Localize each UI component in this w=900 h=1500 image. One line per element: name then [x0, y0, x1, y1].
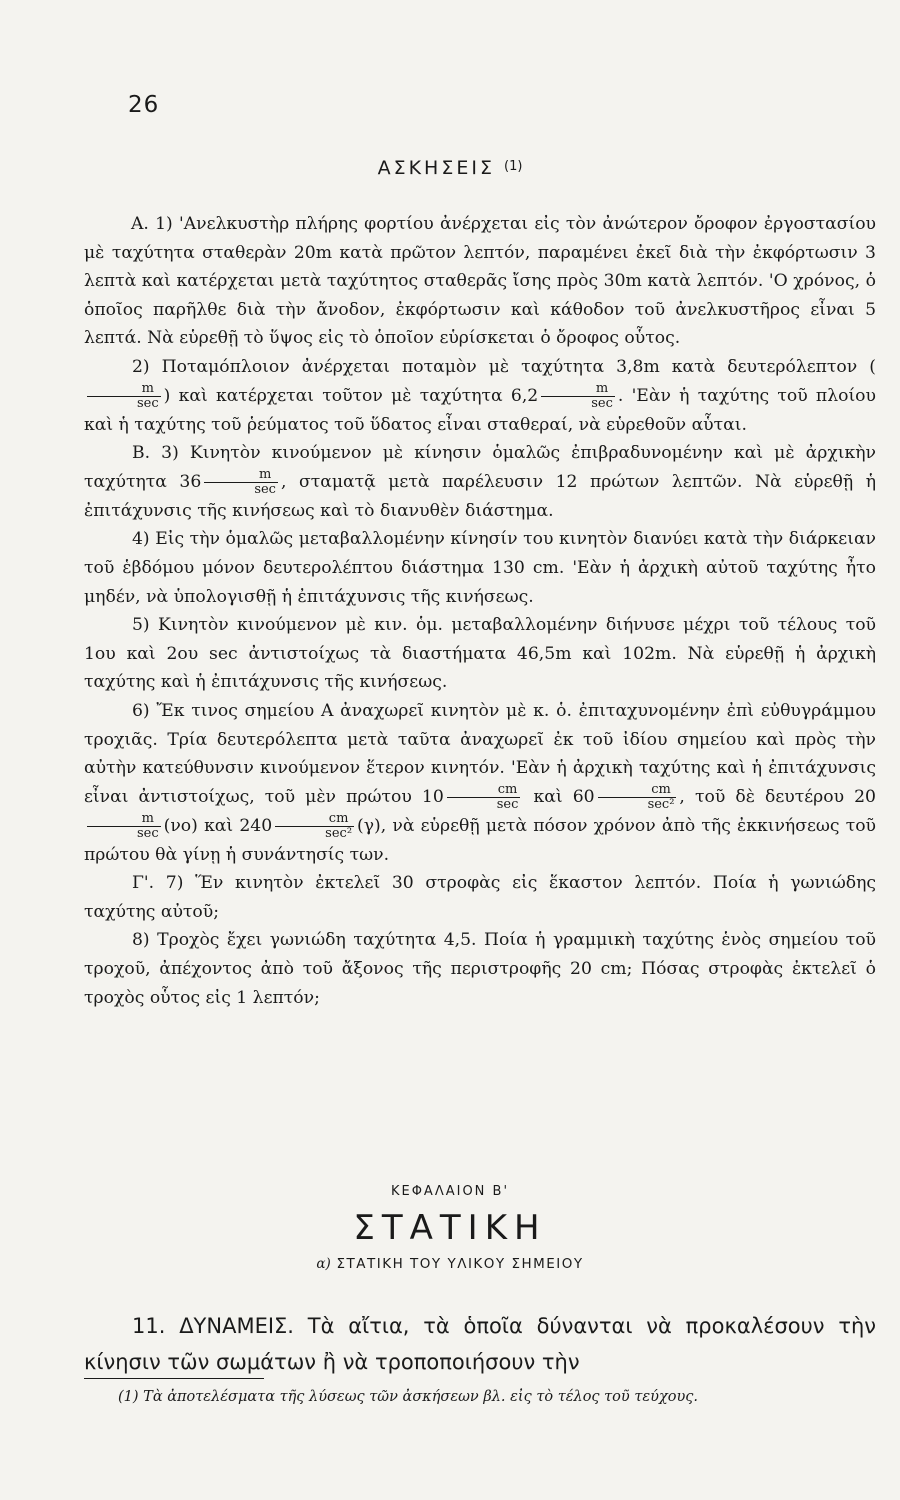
exercise-6-text-e: (γ), νὰ εὑρεθῇ μετὰ πόσον χρόνον ἀπὸ τῆς ἐκκινήσεως τοῦ πρώτου θὰ γίνῃ ἡ συνάντησίς των. — [84, 815, 877, 865]
fraction-cm-per-sec2: $\frac{cm}{\text{sec²}}$ — [275, 812, 354, 841]
exercise-8: 8) Τροχὸς ἔχει γωνιώδη ταχύτητα 4,5. Ποία ἡ γραμμικὴ ταχύτης ἑνὸς σημείου τοῦ τροχοῦ, ἀπέχοντος ἀπὸ τοῦ ἄξονος τῆς περιστροφῆς 20 cm; Πόσας στροφὰς ἐκτελεῖ ὁ τροχὸς οὗτος εἰς 1 λεπτόν; — [84, 930, 876, 1008]
fraction-m-per-sec: $\frac{m}{\sec}$ — [541, 382, 615, 411]
exercises-title: ΑΣΚΗΣΕΙΣ — [377, 157, 495, 179]
chapter-title: ΣΤΑΤΙΚΗ — [353, 1208, 547, 1248]
exercise-2: 2) Ποταμόπλοιον ἀνέρχεται ποταμὸν μὲ ταχύτητα 3,8m κατὰ δευτερόλεπτον ( $\frac{m}{\sec}$ ) καὶ κατέρχεται τοῦτον μὲ ταχύτητα 6,2 $\frac{m}{\sec}$ . 'Εὰν ἡ ταχύτης τοῦ πλοίου καὶ ἡ ταχύτης τοῦ ῥεύματος τοῦ ὕδατος εἶναι σταθεραί, νὰ εὑρεθοῦν αὗται. — [84, 356, 876, 435]
paren-fraction: ( — [869, 356, 876, 377]
footnote — [118, 1389, 878, 1405]
exercise-5: 5) Κινητὸν κινούμενον μὲ κιν. ὁμ. μεταβαλλομένην διήνυσε μέχρι τοῦ τέλους τοῦ 1ου καὶ 2ου sec ἀντιστοίχως τὰ διαστήματα 46,5m καὶ 102m. Νὰ εὑρεθῇ ἡ ἀρχικὴ ταχύτης καὶ ἡ ἐπιτάχυνσις τῆς κινήσεως. — [84, 615, 876, 693]
exercises-heading — [0, 157, 900, 179]
footnote-text: Τὰ ἀποτελέσματα τῆς λύσεως τῶν ἀσκήσεων βλ. εἰς τὸ τέλος τοῦ τεύχους. — [143, 1389, 699, 1405]
fraction-m-per-sec: $\frac{m}{\sec}$ — [204, 468, 278, 497]
fraction-cm-per-sec2: $\frac{cm}{\text{sec²}}$ — [598, 783, 677, 812]
exercise-3-text-a: B. 3) Κινητὸν κινούμενον μὲ κίνησιν ὁμαλῶς ἐπιβραδυνομένην καὶ μὲ ἀρχικὴν ταχύτητα 36 — [84, 443, 876, 492]
exercise-6-text-c: , τοῦ δὲ δευτέρου 20 — [679, 786, 876, 807]
fraction-m-per-sec: $\frac{m}{\sec}$ — [87, 812, 161, 841]
section-11-text: 11. ΔΥΝΑΜΕΙΣ. Τὰ αἴτια, τὰ ὁποῖα δύνανται νὰ προκαλέσουν τὴν κίνησιν τῶν σωμάτων ἢ νὰ τροποποιήσουν τὴν — [84, 1314, 876, 1374]
exercise-2-text-a: 2) Ποταμόπλοιον ἀνέρχεται ποταμὸν μὲ ταχύτητα 3,8m κατὰ δευτερόλεπτον — [132, 356, 858, 377]
fraction-m-per-sec: $\frac{m}{\sec}$ — [87, 382, 161, 411]
exercise-7: Γ'. 7) Ἕν κινητὸν ἐκτελεῖ 30 στροφὰς εἰς ἕκαστον λεπτόν. Ποία ἡ γωνιώδης ταχύτης αὐτοῦ; — [84, 873, 876, 922]
fraction-cm-per-sec: $\frac{cm}{\sec}$ — [447, 783, 521, 812]
exercise-1: A. 1) 'Ανελκυστὴρ πλήρης φορτίου ἀνέρχεται εἰς τὸν ἀνώτερον ὄροφον ἐργοστασίου μὲ ταχύτητα σταθερὰν 20m κατὰ πρῶτον λεπτόν, παραμένει ἐκεῖ διὰ τὴν ἐκφόρτωσιν 3 λεπτὰ καὶ κατέρχεται μετὰ ταχύτητος σταθερᾶς ἴσης πρὸς 30m κατὰ λεπτόν. 'Ο χρόνος, ὁ ὁποῖος παρῆλθε διὰ τὴν ἄνοδον, ἐκφόρτωσιν καὶ κάθοδον τοῦ ἀνελκυστῆρος εἶναι 5 λεπτά. Νὰ εὑρεθῇ τὸ ὕψος εἰς τὸ ὁποῖον εὑρίσκεται ὁ ὄροφος οὗτος. — [84, 214, 876, 349]
subtitle-text: ΣΤΑΤΙΚΗ ΤΟΥ ΥΛΙΚΟΥ ΣΗΜΕΙΟΥ — [336, 1256, 584, 1272]
subtitle-marker: α) — [316, 1256, 331, 1272]
exercise-2-text-c: . 'Εὰν ἡ ταχύτης τοῦ πλοίου καὶ ἡ ταχύτης τοῦ ῥεύματος τοῦ ὕδατος εἶναι σταθεραί, νὰ εὑρεθοῦν αὗται. — [84, 385, 876, 435]
chapter-subtitle — [0, 1256, 900, 1272]
exercise-3 — [84, 439, 876, 525]
exercises-body — [84, 210, 876, 1012]
footnote-divider — [84, 1378, 264, 1379]
exercise-6-text-b: καὶ 60 — [533, 786, 595, 807]
heading-footnote-ref: (1) — [504, 159, 523, 174]
exercise-2-text-b: καὶ κατέρχεται τοῦτον μὲ ταχύτητα 6,2 — [178, 385, 539, 406]
page-number: 26 — [128, 92, 160, 118]
footnote-marker: (1) — [118, 1389, 139, 1405]
exercise-3-text-b: , σταματᾷ μετὰ παρέλευσιν 12 πρώτων λεπτῶν. Νὰ εὑρεθῇ ἡ ἐπιτάχυνσις τῆς κινήσεως καὶ τὸ διανυθὲν διάστημα. — [84, 471, 876, 521]
exercise-6-text-d: (νο) καὶ 240 — [163, 815, 273, 836]
exercise-6 — [84, 697, 876, 869]
exercise-6-text-a: 6) Ἔκ τινος σημείου A ἀναχωρεῖ κινητὸν μὲ κ. ὁ. ἐπιταχυνομένην ἐπὶ εὐθυγράμμου τροχιᾶς. Τρία δευτερόλεπτα μετὰ ταῦτα ἀναχωρεῖ ἐκ τοῦ ἰδίου σημείου καὶ πρὸς τὴν αὐτὴν κατεύθυνσιν κινούμενον ἕτερον κινητόν. 'Εὰν ἡ ἀρχικὴ ταχύτης καὶ ἡ ἐπιτάχυνσις εἶναι ἀντιστοίχως, τοῦ μὲν πρώτου 10 — [84, 700, 876, 807]
chapter-label: ΚΕΦΑΛΑΙΟΝ Β' — [390, 1184, 510, 1199]
exercise-4: 4) Εἰς τὴν ὁμαλῶς μεταβαλλομένην κίνησίν του κινητὸν διανύει κατὰ τὴν διάρκειαν τοῦ ἑβδόμου μόνον δευτερολέπτου διάστημα 130 cm. 'Εὰν ἡ ἀρχικὴ αὐτοῦ ταχύτης ἦτο μηδέν, νὰ ὑπολογισθῇ ἡ ἐπιτάχυνσις τῆς κινήσεως. — [84, 529, 876, 607]
